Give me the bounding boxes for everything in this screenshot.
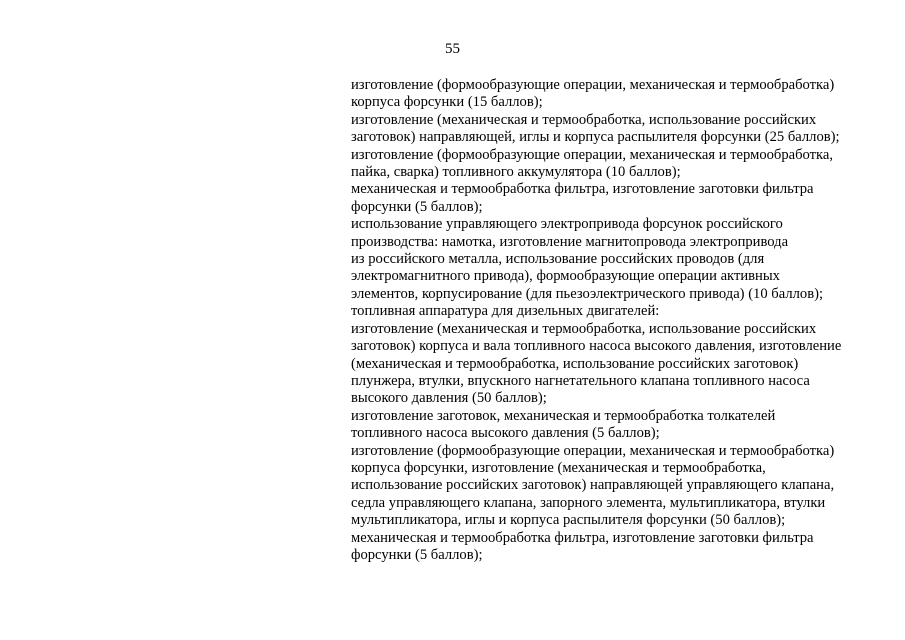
text-line: корпуса форсунки, изготовление (механическая и термообработка, [351,459,766,476]
text-line: корпуса форсунки (15 баллов); [351,94,543,111]
text-line: элементов, корпусирование (для пьезоэлектрического привода) (10 баллов); [351,285,823,302]
text-line: электромагнитного привода), формообразующие операции активных [351,268,780,285]
text-line: механическая и термообработка фильтра, изготовление заготовки фильтра [351,529,814,546]
text-line: из российского металла, использование российских проводов (для [351,251,765,268]
text-line: высокого давления (50 баллов); [351,390,547,407]
text-line: производства: намотка, изготовление магнитопровода электропривода [351,233,789,250]
text-line: заготовок) корпуса и вала топливного насоса высокого давления, изготовление [351,338,842,355]
text-line: механическая и термообработка фильтра, изготовление заготовки фильтра [351,181,814,198]
text-line: изготовление (механическая и термообработка, использование российских [351,320,817,337]
text-line: изготовление (формообразующие операции, механическая и термообработка, [351,146,834,163]
text-line: использование российских заготовок) направляющей управляющего клапана, [351,477,835,494]
text-line: плунжера, втулки, впускного нагнетательного клапана топливного насоса [351,372,810,389]
text-line: топливная аппаратура для дизельных двигателей: [351,303,660,320]
text-line: топливного насоса высокого давления (5 баллов); [351,425,660,442]
text-line: форсунки (5 баллов); [351,198,483,215]
text-line: седла управляющего клапана, запорного элемента, мультипликатора, втулки [351,494,826,511]
text-line: пайка, сварка) топливного аккумулятора (10 баллов); [351,164,681,181]
text-line: изготовление заготовок, механическая и термообработка толкателей [351,407,776,424]
text-line: изготовление (формообразующие операции, механическая и термообработка) [351,77,835,93]
text-line: форсунки (5 баллов); [351,546,483,563]
text-line: заготовок) направляющей, иглы и корпуса распылителя форсунки (25 баллов); [351,129,840,146]
text-line: изготовление (формообразующие операции, механическая и термообработка) [351,442,835,459]
document-body [351,77,896,564]
text-line: мультипликатора, иглы и корпуса распылителя форсунки (50 баллов); [351,512,786,529]
page-number: 55 [445,41,460,57]
text-line: изготовление (механическая и термообработка, использование российских [351,111,817,128]
text-line: использование управляющего электропривода форсунок российского [351,216,783,233]
text-line: (механическая и термообработка, использование российских заготовок) [351,355,799,372]
